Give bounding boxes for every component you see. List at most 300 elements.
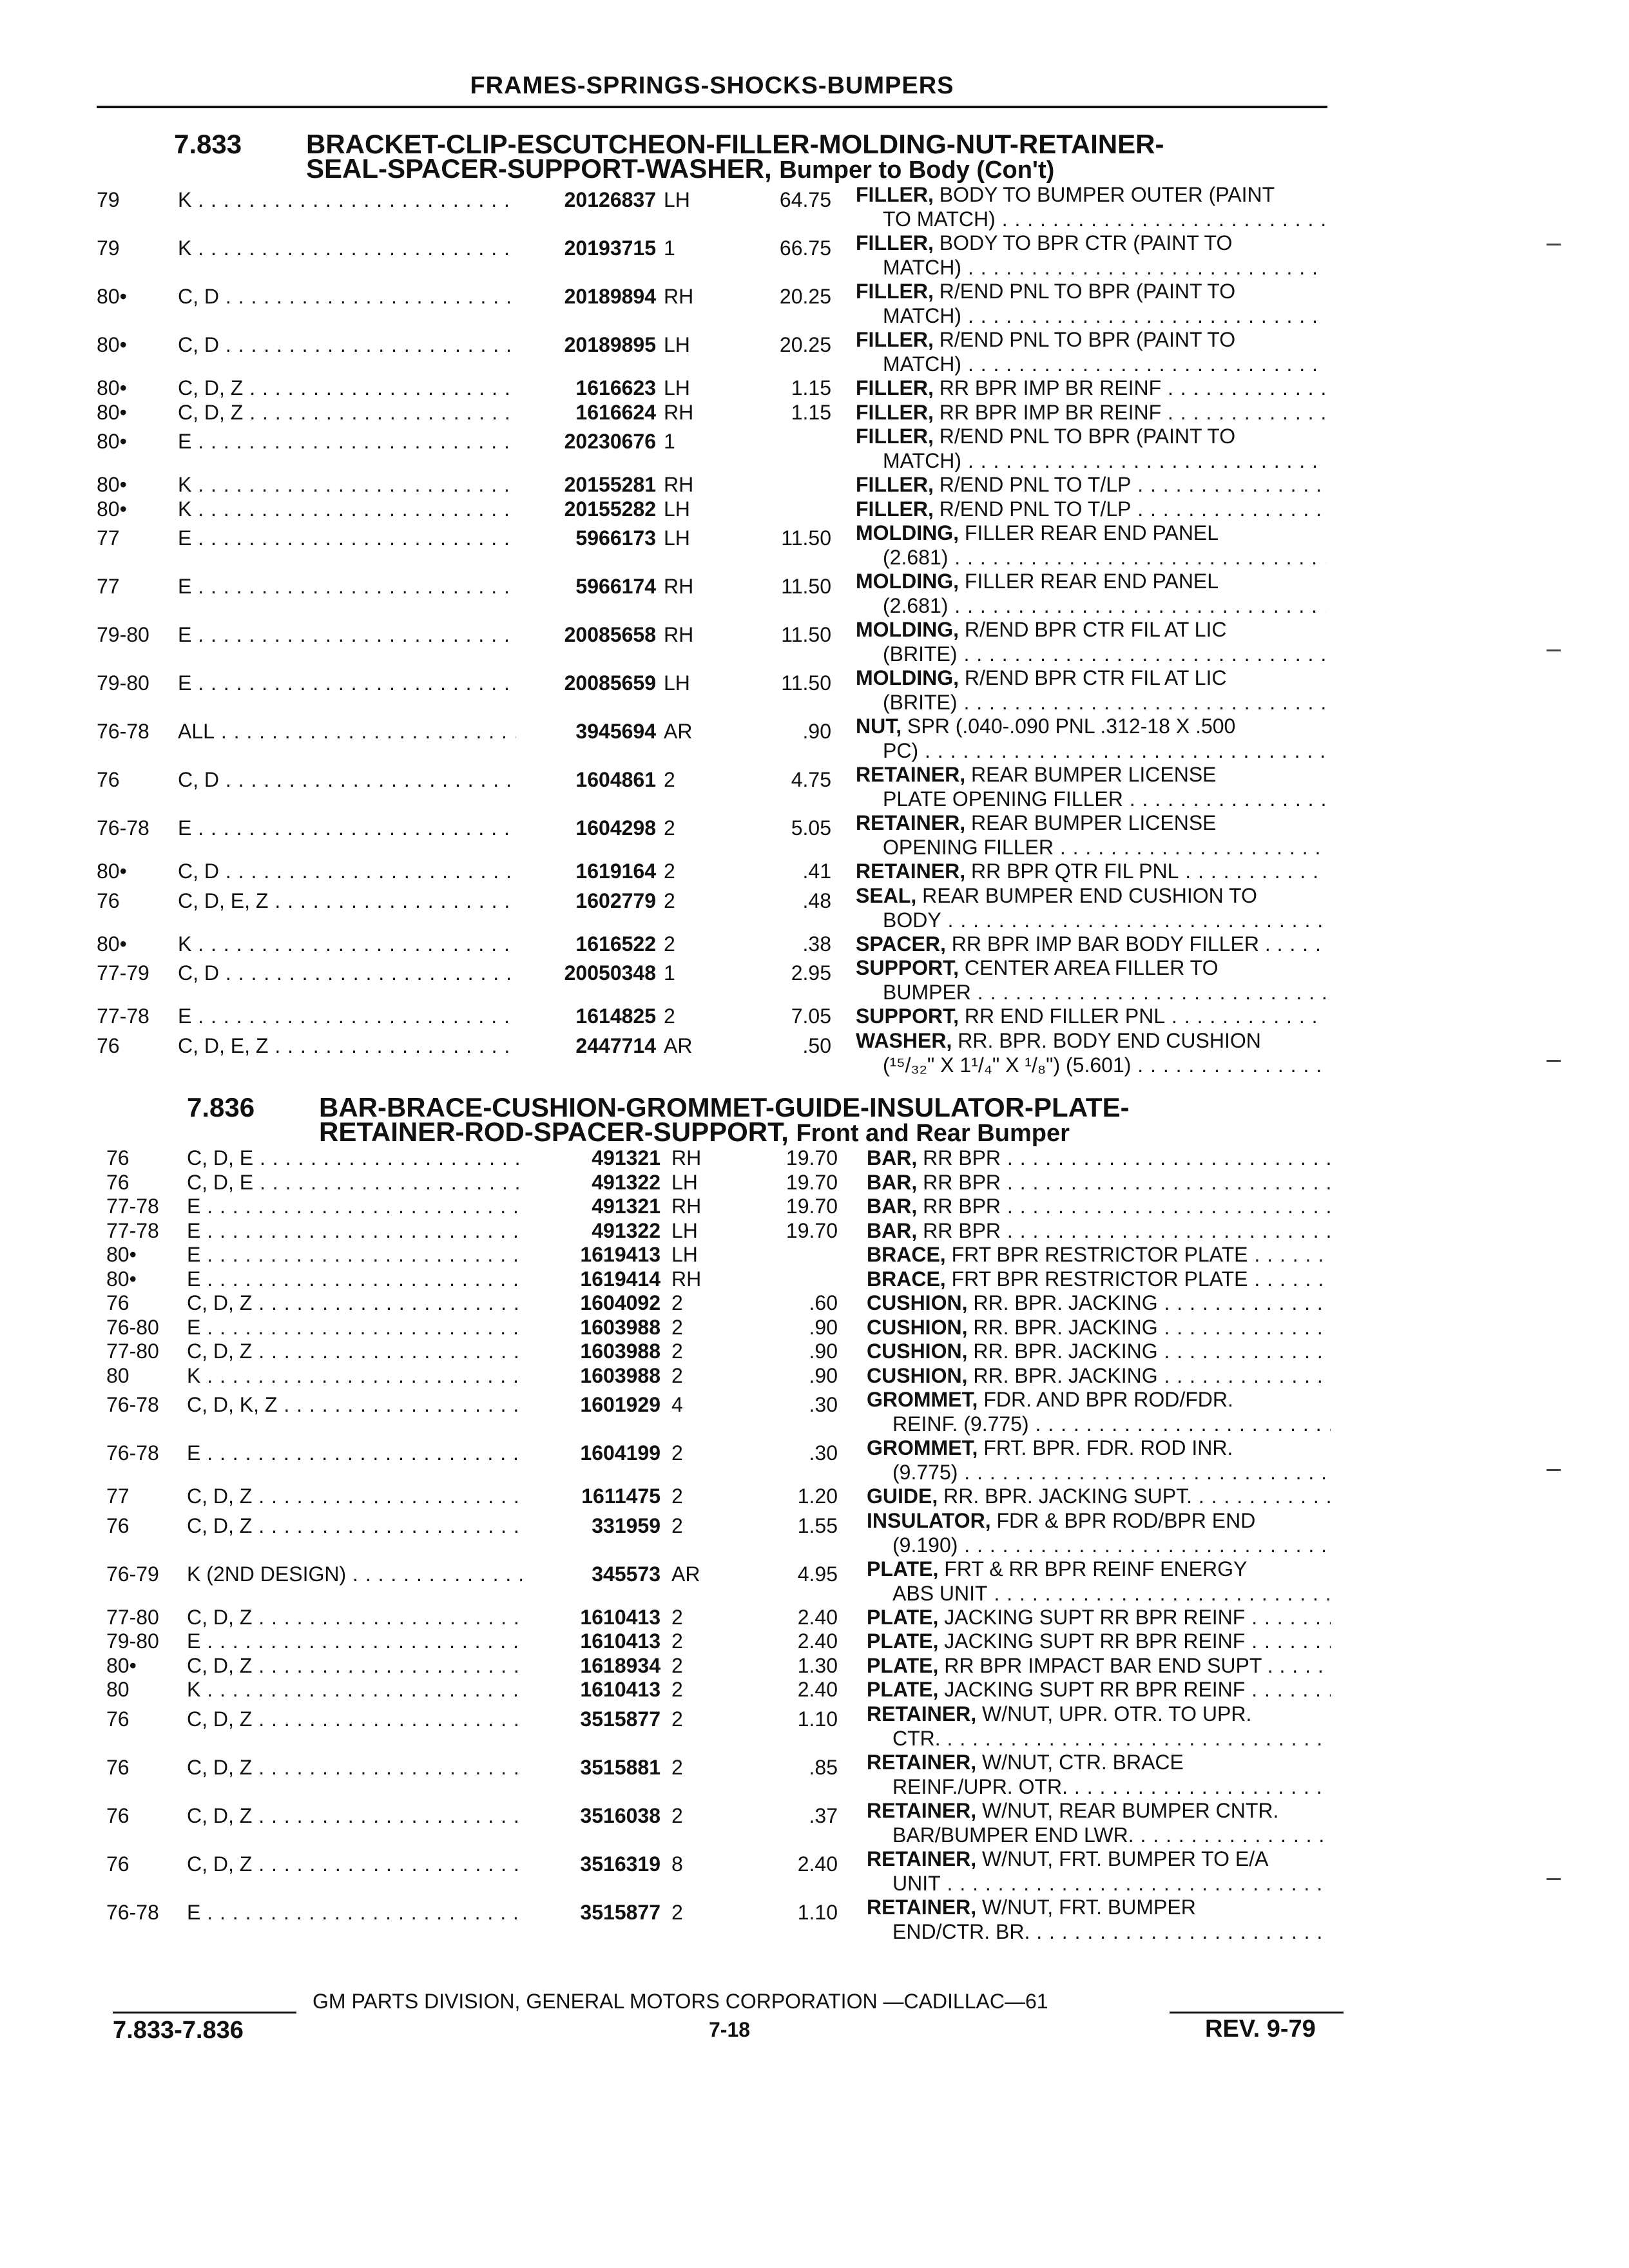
part-description: FRT & RR BPR REINF ENERGY [944,1557,1248,1581]
quantity-cell: 2 [671,1605,683,1629]
year-cell: 77-80 [106,1605,159,1629]
section-7833-title-line1: BRACKET-CLIP-ESCUTCHEON-FILLER-MOLDING-NUT-RETAINER- [306,129,1164,159]
year-cell: 76 [106,1755,130,1779]
quantity-cell: 2 [664,932,675,956]
part-name: MOLDING, [856,521,959,544]
part-name: RETAINER, [856,763,966,786]
part-description-continued: PC) . . . [883,738,1326,763]
description-cell [867,1508,1331,1533]
part-number-cell: 20155281 [564,473,656,496]
quantity-cell: 2 [671,1291,683,1314]
year-cell: 76-78 [106,1393,159,1416]
part-name: RETAINER, [856,811,966,834]
price-cell: .90 [802,720,831,743]
quantity-cell: RH [664,623,694,646]
part-description-continued: (¹⁵/₃₂" X 1¹/₄" X ¹/₈") (5.601) . . . [883,1053,1326,1077]
part-description: W/NUT, REAR BUMPER CNTR. [981,1798,1279,1822]
models-cell: K . . . [178,236,516,260]
description-cell [856,811,1326,835]
part-description-continued: OPENING FILLER . . . [883,835,1326,860]
part-description: BODY TO BUMPER OUTER (PAINT [939,183,1275,206]
quantity-cell: LH [671,1218,698,1242]
quantity-cell: 2 [671,1707,683,1731]
part-number-cell: 1602779 [575,889,656,912]
price-cell: 4.95 [797,1562,838,1586]
description-cell [856,497,1326,521]
part-name: FILLER, [856,497,934,521]
part-description: W/NUT, UPR. OTR. TO UPR. [981,1702,1252,1725]
year-cell: 77-78 [106,1195,159,1218]
quantity-cell: AR [671,1562,700,1586]
part-name: FILLER, [856,280,934,303]
part-name: INSULATOR, [867,1508,991,1532]
price-cell: .90 [809,1315,838,1339]
models-cell: K . . . [178,932,516,956]
price-cell: .37 [809,1803,838,1827]
year-cell: 80• [97,400,127,424]
price-cell: .48 [802,889,831,912]
part-number-cell: 1604861 [575,768,656,791]
section-7833-number: 7.833 [174,129,242,159]
price-cell: .38 [802,932,831,956]
description-cell [867,1242,1331,1267]
year-cell: 80• [97,430,127,453]
part-number-cell: 345573 [592,1562,660,1586]
models-cell: E . . . [178,816,516,840]
models-cell: E . . . [178,1004,516,1028]
models-cell: E . . . [178,526,516,550]
margin-tick [1547,244,1561,245]
description-cell [867,1218,1331,1243]
part-description: REAR BUMPER LICENSE [970,811,1217,834]
price-cell: 2.40 [797,1678,838,1701]
year-cell: 79-80 [97,671,149,695]
description-cell [856,472,1326,497]
year-cell: 76 [106,1170,130,1194]
part-description: JACKING SUPT RR BPR REINF [944,1678,1246,1701]
part-description-continued: (2.681) . . . [883,593,1326,618]
part-number-cell: 1619164 [575,860,656,883]
description-cell [856,400,1326,425]
price-cell: 64.75 [779,188,831,211]
models-cell: K (2ND DESIGN) . . . [187,1562,522,1586]
models-cell: C, D, Z . . . [187,1707,522,1731]
part-description: RR. BPR. JACKING SUPT. [943,1485,1192,1508]
year-cell: 77-80 [106,1340,159,1363]
part-name: PLATE, [867,1629,939,1653]
part-name: PLATE, [867,1678,939,1701]
quantity-cell: LH [664,526,690,550]
part-number-cell: 20085659 [564,671,656,695]
year-cell: 76-79 [106,1562,159,1586]
price-cell: 11.50 [781,623,831,646]
year-cell: 77-78 [97,1004,149,1028]
part-description: RR BPR [923,1218,1001,1242]
part-number-cell: 3945694 [575,720,656,743]
models-cell: C, D . . . [178,284,516,309]
models-cell: E . . . [187,1267,522,1291]
footer-publisher: GM PARTS DIVISION, GENERAL MOTORS CORPORATION —CADILLAC—61 [313,1990,1048,2013]
models-cell: K . . . [187,1677,522,1702]
models-cell: E . . . [187,1900,522,1925]
models-cell: ALL . . . [178,719,516,744]
part-description-continued: BUMPER . . . [883,980,1326,1004]
quantity-cell: 1 [664,236,675,260]
models-cell: E . . . [178,574,516,599]
part-description: BODY TO BPR CTR (PAINT TO [939,231,1233,255]
quantity-cell: 4 [671,1393,683,1416]
part-description: RR END FILLER PNL [964,1004,1166,1028]
description-cell [867,1677,1331,1702]
part-description-continued: END/CTR. BR. . . . [892,1919,1331,1944]
part-number-cell: 20189895 [564,333,656,356]
quantity-cell: 2 [671,1678,683,1701]
description-cell [856,617,1326,642]
footer-page-number: 7-18 [709,2018,751,2041]
price-cell: .50 [802,1033,831,1057]
part-description: RR BPR [923,1195,1001,1218]
price-cell: 11.50 [781,575,831,598]
part-name: MOLDING, [856,618,959,641]
part-number-cell: 3516319 [580,1852,660,1876]
part-description: R/END PNL TO T/LP [939,497,1132,521]
part-description: FDR. AND BPR ROD/FDR. [983,1388,1233,1411]
section-7836-subtitle: Front and Rear Bumper [796,1120,1070,1147]
part-number-cell: 20050348 [564,961,656,985]
description-cell [867,1363,1331,1388]
models-cell: C, D, Z . . . [187,1852,522,1876]
header-rule [97,106,1327,108]
year-cell: 80• [97,285,127,308]
footer-rule-right [1170,2012,1344,2013]
part-name: MOLDING, [856,570,959,593]
quantity-cell: LH [664,497,690,521]
models-cell: C, D, Z . . . [187,1755,522,1780]
section-7833-title [174,129,1334,184]
models-cell: C, D, Z . . . [187,1291,522,1315]
year-cell: 79 [97,188,120,211]
quantity-cell: 2 [664,768,675,791]
part-number-cell: 1610413 [580,1629,660,1653]
price-cell: .30 [809,1441,838,1465]
year-cell: 77-78 [106,1218,159,1242]
year-cell: 80• [97,333,127,356]
quantity-cell: LH [664,333,690,356]
part-description-continued: (BRITE) . . . [883,690,1326,715]
description-cell [856,279,1326,303]
quantity-cell: LH [671,1170,698,1194]
part-description: RR. BPR. JACKING [973,1363,1158,1387]
description-cell [856,182,1326,207]
description-cell [867,1798,1331,1823]
part-number-cell: 20193715 [564,236,656,260]
year-cell: 76-78 [106,1441,159,1465]
part-description: RR. BPR. JACKING [973,1315,1158,1339]
footer-revision: REV. 9-79 [1205,2015,1316,2042]
part-name: RETAINER, [867,1798,977,1822]
part-number-cell: 1619414 [580,1267,660,1291]
quantity-cell: 1 [664,961,675,985]
year-cell: 76-78 [97,816,149,840]
description-cell [867,1847,1331,1871]
part-description: RR BPR QTR FIL PNL [970,860,1179,883]
models-cell: E . . . [178,671,516,695]
part-description: RR BPR [923,1170,1001,1194]
part-description-continued: BODY . . . [883,908,1326,932]
quantity-cell: RH [671,1195,702,1218]
part-name: BAR, [867,1146,918,1169]
year-cell: 79-80 [97,623,149,646]
part-name: WASHER, [856,1028,952,1052]
description-cell [867,1315,1331,1340]
part-description-continued: (9.190) . . . [892,1533,1331,1557]
models-cell: E . . . [178,429,516,454]
part-description-continued: REINF./UPR. OTR. . . . [892,1774,1331,1799]
quantity-cell: RH [664,400,694,424]
models-cell: C, D, E, Z . . . [178,1033,516,1058]
description-cell [867,1170,1331,1195]
margin-tick [1547,649,1561,651]
margin-tick [1547,1878,1561,1880]
models-cell: C, D, Z . . . [187,1339,522,1363]
models-cell: C, D, Z . . . [187,1605,522,1629]
part-number-cell: 1601929 [580,1393,660,1416]
footer-rule-left [113,2012,296,2013]
models-cell: E . . . [187,1218,522,1243]
description-cell [867,1653,1331,1678]
quantity-cell: 2 [671,1363,683,1387]
quantity-cell: 2 [671,1485,683,1508]
quantity-cell: 2 [671,1803,683,1827]
year-cell: 80• [106,1267,137,1291]
price-cell: 2.95 [791,961,831,985]
year-cell: 76 [106,1707,130,1731]
quantity-cell: 2 [671,1441,683,1465]
description-cell [856,521,1326,545]
part-description: JACKING SUPT RR BPR REINF [944,1629,1246,1653]
quantity-cell: 1 [664,430,675,453]
description-cell [867,1484,1331,1508]
part-description-continued: MATCH) . . . [883,303,1326,328]
part-number-cell: 1604092 [580,1291,660,1314]
description-cell [867,1387,1331,1412]
part-name: FILLER, [856,400,934,424]
part-number-cell: 331959 [592,1514,660,1537]
year-cell: 76-80 [106,1315,159,1339]
year-cell: 76 [97,1033,120,1057]
models-cell: C, D, E, Z . . . [178,889,516,913]
footer-section-range: 7.833-7.836 [113,2017,244,2044]
description-cell [867,1605,1331,1629]
part-number-cell: 491322 [592,1218,660,1242]
section-7836-title-line1: BAR-BRACE-CUSHION-GROMMET-GUIDE-INSULATOR-PLATE- [319,1092,1130,1122]
part-description-continued: MATCH) . . . [883,255,1326,280]
description-cell [856,231,1326,255]
page-header-title: FRAMES-SPRINGS-SHOCKS-BUMPERS [470,72,954,99]
year-cell: 77 [97,575,120,598]
part-name: NUT, [856,715,902,738]
year-cell: 80• [97,932,127,956]
year-cell: 76-78 [106,1900,159,1924]
part-description: R/END PNL TO BPR (PAINT TO [939,328,1236,351]
description-cell [856,1004,1326,1028]
models-cell: C, D . . . [178,767,516,792]
part-description-continued: (9.775) . . . [892,1460,1331,1485]
models-cell: E . . . [187,1315,522,1340]
part-number-cell: 1603988 [580,1363,660,1387]
price-cell: 20.25 [779,285,831,308]
part-description: R/END PNL TO BPR (PAINT TO [939,280,1236,303]
part-name: MOLDING, [856,666,959,689]
part-number-cell: 3516038 [580,1803,660,1827]
description-cell [867,1146,1331,1170]
models-cell: C, D, Z . . . [187,1653,522,1678]
price-cell: 19.70 [786,1218,838,1242]
models-cell: K . . . [187,1363,522,1388]
part-number-cell: 20155282 [564,497,656,521]
price-cell: 66.75 [779,236,831,260]
part-description-continued: CTR. . . . [892,1726,1331,1751]
part-number-cell: 1616623 [575,376,656,399]
part-description: W/NUT, CTR. BRACE [981,1750,1184,1774]
description-cell [867,1194,1331,1218]
part-description-continued: BAR/BUMPER END LWR. . . . [892,1823,1331,1847]
price-cell: 2.40 [797,1629,838,1653]
part-name: SPACER, [856,932,946,956]
year-cell: 76 [106,1514,130,1537]
part-name: CUSHION, [867,1363,968,1387]
part-name: PLATE, [867,1605,939,1629]
part-number-cell: 5966173 [575,526,656,550]
price-cell: .85 [809,1755,838,1779]
year-cell: 80• [97,860,127,883]
models-cell: E . . . [178,622,516,647]
price-cell: .41 [802,860,831,883]
quantity-cell: 2 [671,1315,683,1339]
models-cell: C, D, E . . . [187,1170,522,1195]
quantity-cell: LH [671,1243,698,1266]
models-cell: C, D, E . . . [187,1146,522,1170]
year-cell: 77 [106,1485,130,1508]
price-cell: 1.15 [791,376,831,399]
part-name: BAR, [867,1218,918,1242]
part-description: RR BPR IMP BR REINF [939,400,1162,424]
price-cell: 1.30 [797,1653,838,1677]
year-cell: 76 [106,1146,130,1169]
part-number-cell: 20230676 [564,430,656,453]
part-number-cell: 20189894 [564,285,656,308]
description-cell [867,1291,1331,1315]
part-name: FILLER, [856,376,934,399]
part-name: RETAINER, [867,1702,977,1725]
year-cell: 77 [97,526,120,550]
price-cell: 4.75 [791,768,831,791]
part-name: CUSHION, [867,1291,968,1314]
part-number-cell: 1610413 [580,1678,660,1701]
section-7836-title-line2: RETAINER-ROD-SPACER-SUPPORT, [319,1117,789,1147]
margin-tick [1547,1469,1561,1471]
part-number-cell: 1603988 [580,1340,660,1363]
models-cell: E . . . [187,1441,522,1465]
year-cell: 76 [106,1803,130,1827]
models-cell: K . . . [178,187,516,212]
models-cell: E . . . [187,1194,522,1218]
description-cell [867,1339,1331,1363]
part-description: CENTER AREA FILLER TO [964,956,1219,979]
part-name: RETAINER, [856,860,966,883]
description-cell [856,883,1326,908]
section-7833-title-line2: SEAL-SPACER-SUPPORT-WASHER, [306,153,772,184]
quantity-cell: AR [664,1033,693,1057]
models-cell: E . . . [187,1242,522,1267]
margin-tick [1547,1060,1561,1062]
quantity-cell: 2 [671,1514,683,1537]
quantity-cell: 2 [671,1653,683,1677]
part-name: BRACE, [867,1267,946,1291]
part-name: GROMMET, [867,1388,978,1411]
part-name: RETAINER, [867,1750,977,1774]
year-cell: 80• [106,1243,137,1266]
part-description-continued: TO MATCH) . . . [883,207,1326,231]
part-number-cell: 20126837 [564,188,656,211]
price-cell: .60 [809,1291,838,1314]
part-number-cell: 3515877 [580,1900,660,1924]
part-description: R/END PNL TO BPR (PAINT TO [939,425,1236,448]
part-number-cell: 2447714 [575,1033,656,1057]
quantity-cell: LH [664,188,690,211]
description-cell [856,327,1326,352]
part-description: W/NUT, FRT. BUMPER [981,1895,1196,1919]
part-description: RR BPR [923,1146,1001,1169]
part-name: FILLER, [856,231,934,255]
part-description: RR BPR IMP BR REINF [939,376,1162,399]
quantity-cell: RH [664,285,694,308]
year-cell: 76 [97,889,120,912]
part-name: SEAL, [856,883,917,907]
part-description: RR BPR IMP BAR BODY FILLER . [951,932,1271,956]
part-description: REAR BUMPER LICENSE [970,763,1217,786]
description-cell [856,762,1326,787]
description-cell [856,376,1326,400]
part-description-continued: UNIT . . . [892,1871,1331,1896]
year-cell: 80 [106,1363,130,1387]
part-description: SPR (.040-.090 PNL .312-18 X .500 [907,715,1236,738]
price-cell: 2.40 [797,1605,838,1629]
models-cell: E . . . [187,1629,522,1653]
year-cell: 80• [97,473,127,496]
part-description: FRT BPR RESTRICTOR PLATE [951,1267,1248,1291]
price-cell: 20.25 [779,333,831,356]
description-cell [856,424,1326,448]
part-name: BRACE, [867,1243,946,1266]
description-cell [856,714,1326,738]
models-cell: C, D . . . [178,961,516,985]
part-number-cell: 1619413 [580,1243,660,1266]
year-cell: 77-79 [97,961,149,985]
quantity-cell: LH [664,376,690,399]
part-number-cell: 1616624 [575,400,656,424]
quantity-cell: 2 [671,1340,683,1363]
price-cell: 7.05 [791,1004,831,1028]
section-7836-title [187,1092,1347,1147]
description-cell [856,666,1326,690]
description-cell [856,932,1326,956]
description-cell [867,1895,1331,1919]
section-7833-subtitle: Bumper to Body (Con't) [779,157,1055,184]
quantity-cell: 2 [671,1900,683,1924]
part-description: FILLER REAR END PANEL [964,570,1219,593]
part-number-cell: 491322 [592,1170,660,1194]
